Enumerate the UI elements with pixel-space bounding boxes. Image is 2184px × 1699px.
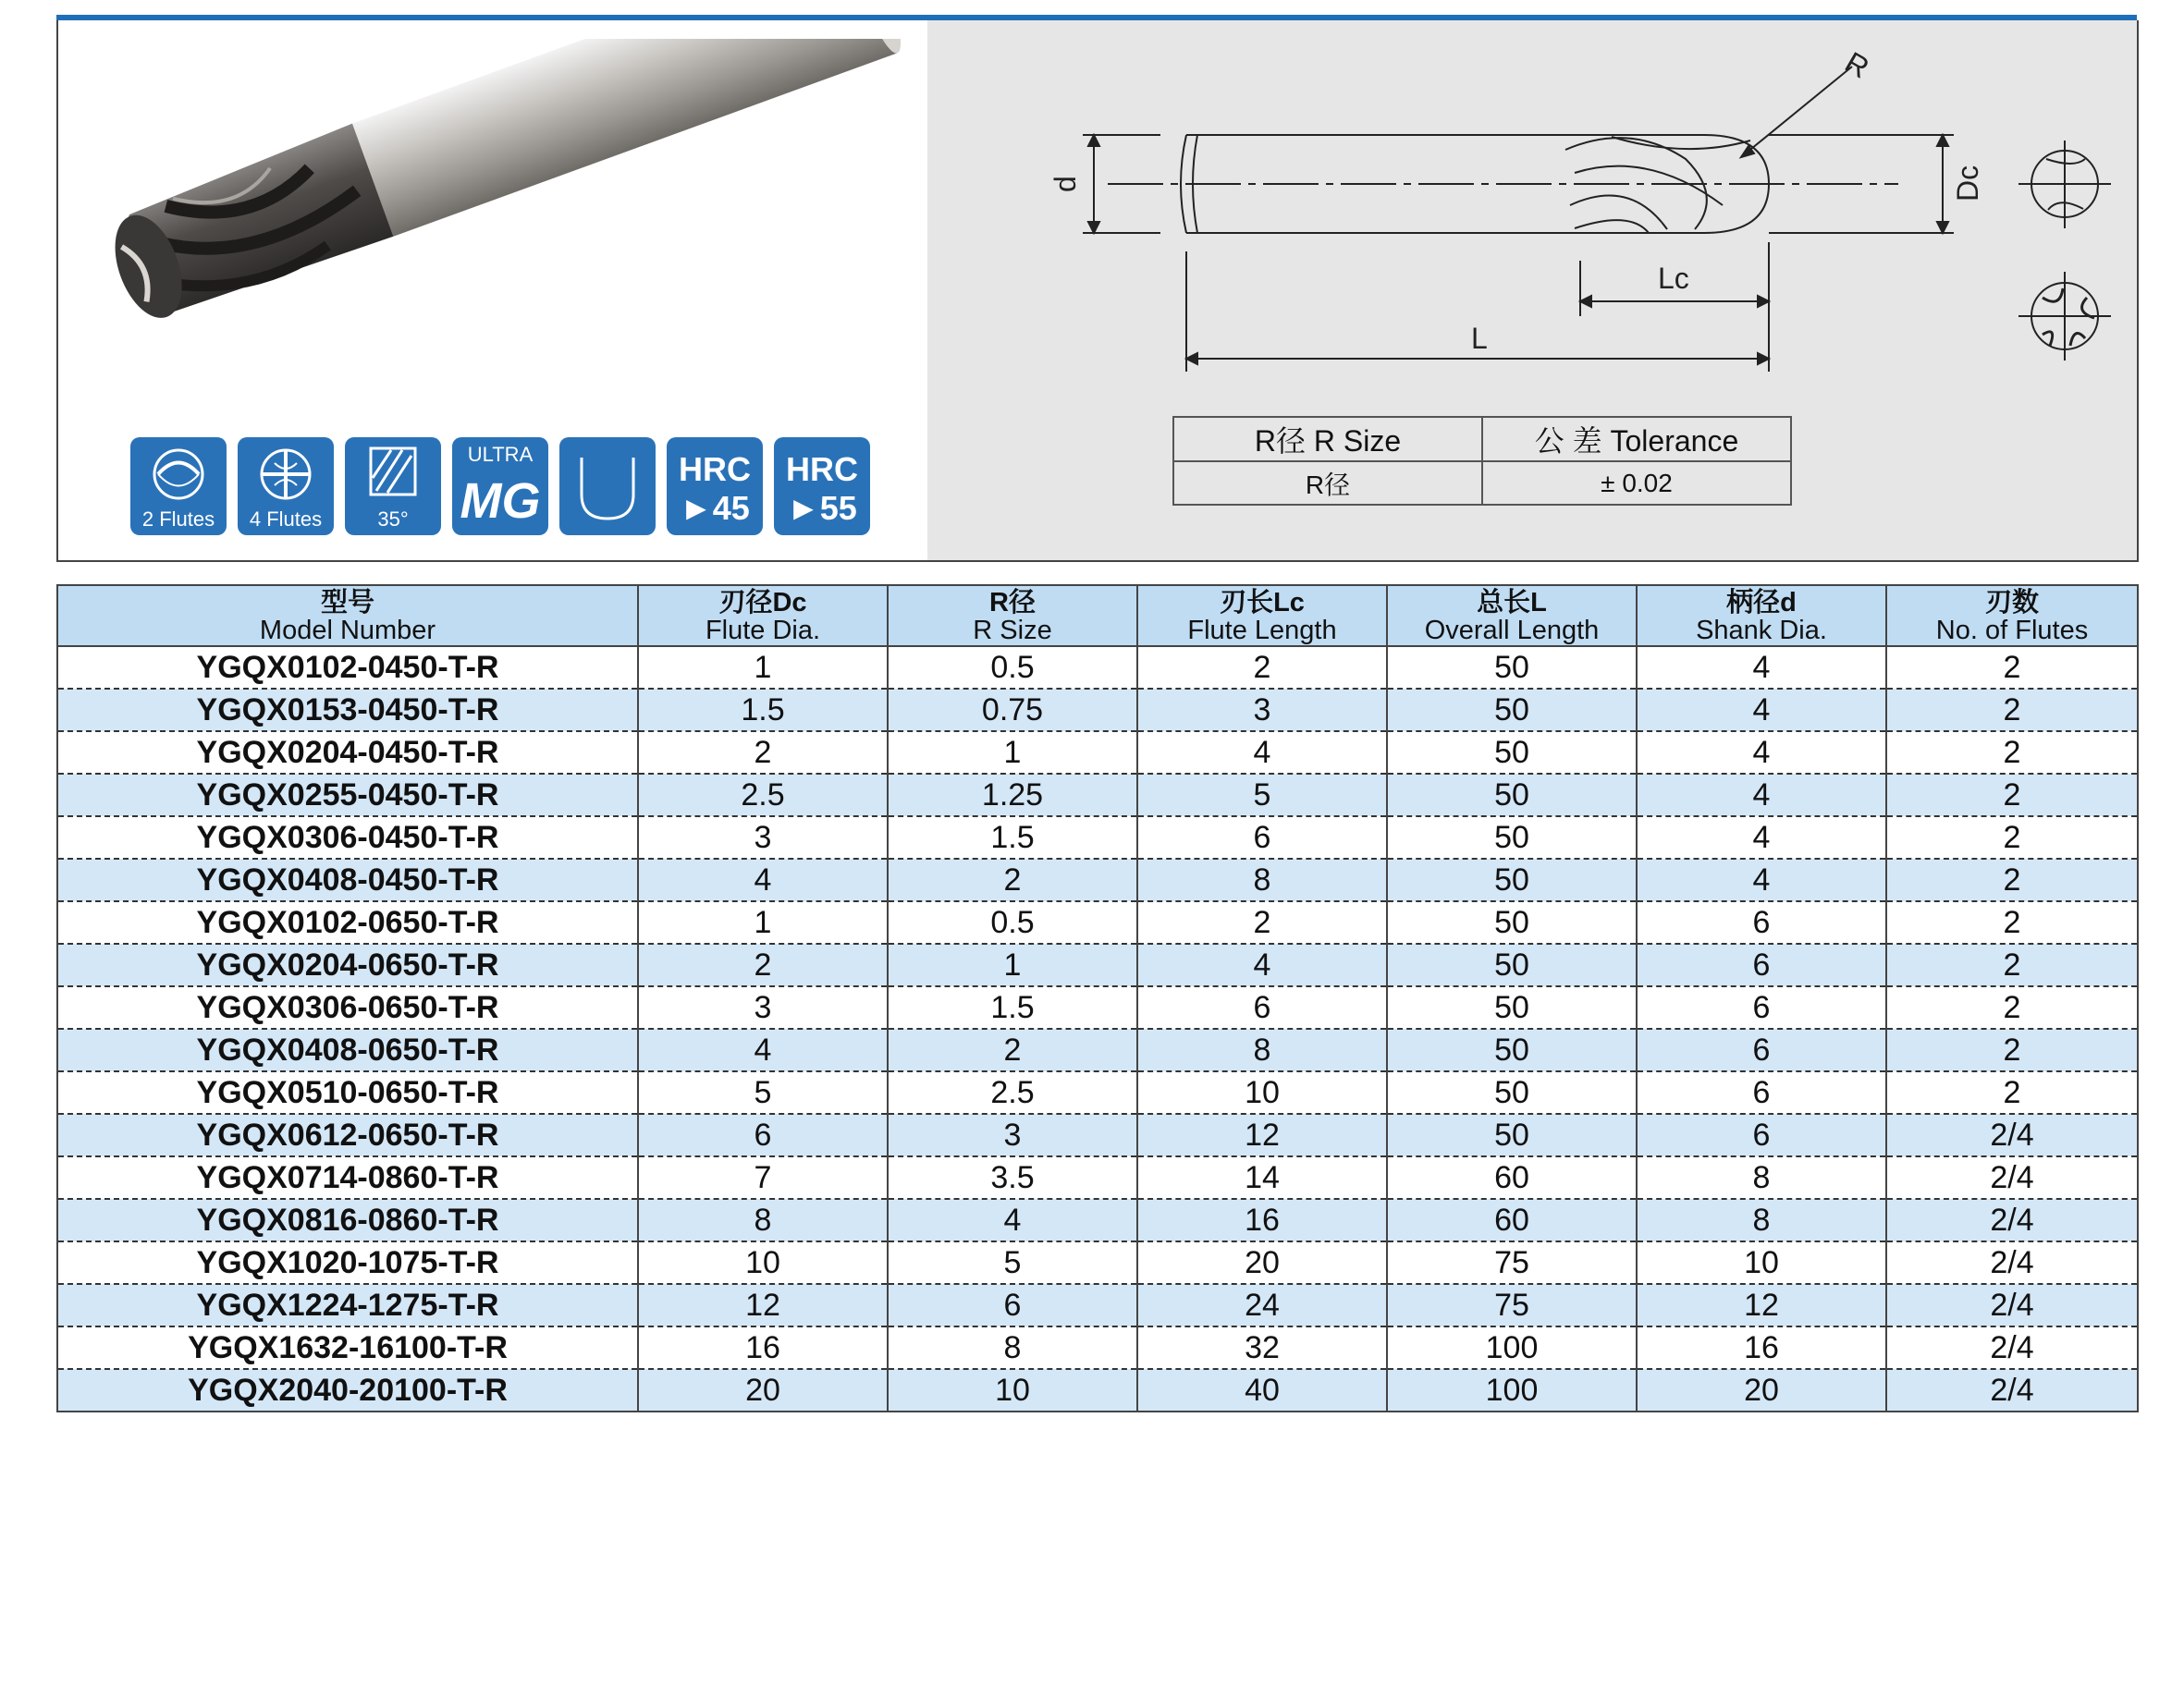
ultra-mg-icon [452, 437, 548, 535]
table-row [57, 1071, 2138, 1114]
flute-dia-cell: 20 [638, 1369, 888, 1412]
flute-dia-cell: 7 [638, 1156, 888, 1199]
r-size-cell: 0.75 [888, 689, 1137, 731]
table-row [57, 901, 2138, 944]
flute-dia-cell: 2 [638, 731, 888, 774]
flute-length-cell: 12 [1137, 1114, 1387, 1156]
technical-drawing-area [927, 20, 2137, 560]
flute-length-cell: 6 [1137, 986, 1387, 1029]
shank-dia-cell: 4 [1637, 731, 1886, 774]
hrc-label: HRC [679, 450, 751, 488]
flute-dia-cell: 3 [638, 816, 888, 859]
flute-length-cell: 5 [1137, 774, 1387, 816]
table-row [57, 816, 2138, 859]
header-flute-length: 刃长Lc Flute Length [1137, 585, 1387, 646]
hrc-label: HRC [786, 450, 858, 488]
flutes-cell: 2 [1886, 646, 2138, 689]
overall-length-cell: 75 [1387, 1284, 1637, 1326]
flute-dia-cell: 12 [638, 1284, 888, 1326]
flute-dia-cell: 3 [638, 986, 888, 1029]
table-row [57, 689, 2138, 731]
flute-length-cell: 6 [1137, 816, 1387, 859]
flute-length-cell: 4 [1137, 944, 1387, 986]
flute-length-cell: 40 [1137, 1369, 1387, 1412]
table-row [57, 944, 2138, 986]
specification-table [56, 584, 2139, 1412]
4-flutes-icon [238, 437, 334, 535]
shank-dia-cell: 4 [1637, 774, 1886, 816]
flute-dia-cell: 10 [638, 1241, 888, 1284]
dc-label: Dc [1951, 165, 1984, 202]
overall-length-cell: 50 [1387, 646, 1637, 689]
table-row [57, 1199, 2138, 1241]
flute-dia-cell: 1 [638, 646, 888, 689]
flute-dia-cell: 1 [638, 901, 888, 944]
overall-length-cell: 75 [1387, 1241, 1637, 1284]
flutes-cell: 2 [1886, 774, 2138, 816]
shank-dia-cell: 6 [1637, 986, 1886, 1029]
flutes-cell: 2 [1886, 731, 2138, 774]
table-row [57, 859, 2138, 901]
tolerance-cell-tol: ± 0.02 [1482, 461, 1791, 505]
table-row [57, 1284, 2138, 1326]
model-number-cell: YGQX0153-0450-T-R [57, 689, 638, 731]
overall-length-cell: 50 [1387, 774, 1637, 816]
shank-dia-cell: 10 [1637, 1241, 1886, 1284]
r-size-cell: 6 [888, 1284, 1137, 1326]
ball-nose-icon [559, 437, 656, 535]
tolerance-table [1172, 416, 1792, 506]
shank-dia-cell: 8 [1637, 1156, 1886, 1199]
flutes-cell: 2/4 [1886, 1369, 2138, 1412]
flute-dia-cell: 2 [638, 944, 888, 986]
table-row [57, 1156, 2138, 1199]
r-size-cell: 3 [888, 1114, 1137, 1156]
flute-length-cell: 10 [1137, 1071, 1387, 1114]
r-label: R [1839, 44, 1875, 85]
flute-length-cell: 20 [1137, 1241, 1387, 1284]
shank-dia-cell: 4 [1637, 646, 1886, 689]
ultra-label: ULTRA [467, 443, 534, 466]
table-row [57, 1326, 2138, 1369]
flute-dia-cell: 1.5 [638, 689, 888, 731]
r-size-cell: 3.5 [888, 1156, 1137, 1199]
shank-dia-cell: 6 [1637, 1114, 1886, 1156]
flutes-cell: 2 [1886, 859, 2138, 901]
overall-length-cell: 50 [1387, 901, 1637, 944]
product-panel [56, 20, 2139, 562]
model-number-cell: YGQX0255-0450-T-R [57, 774, 638, 816]
flutes-cell: 2 [1886, 901, 2138, 944]
flute-dia-cell: 6 [638, 1114, 888, 1156]
overall-length-cell: 60 [1387, 1199, 1637, 1241]
overall-length-cell: 60 [1387, 1156, 1637, 1199]
flute-length-cell: 14 [1137, 1156, 1387, 1199]
model-number-cell: YGQX0714-0860-T-R [57, 1156, 638, 1199]
model-number-cell: YGQX2040-20100-T-R [57, 1369, 638, 1412]
end-mill-photo [77, 39, 927, 390]
model-number-cell: YGQX0306-0450-T-R [57, 816, 638, 859]
r-size-cell: 2.5 [888, 1071, 1137, 1114]
shank-dia-cell: 6 [1637, 1029, 1886, 1071]
overall-length-cell: 50 [1387, 859, 1637, 901]
flute-dia-cell: 16 [638, 1326, 888, 1369]
model-number-cell: YGQX1224-1275-T-R [57, 1284, 638, 1326]
header-flute-dia: 刃径Dc Flute Dia. [638, 585, 888, 646]
flute-length-cell: 8 [1137, 859, 1387, 901]
header-overall-length: 总长L Overall Length [1387, 585, 1637, 646]
r-size-cell: 1 [888, 731, 1137, 774]
overall-length-cell: 100 [1387, 1369, 1637, 1412]
flute-dia-cell: 4 [638, 1029, 888, 1071]
mg-label: MG [460, 473, 541, 529]
hrc-45-icon [667, 437, 763, 535]
table-row [57, 774, 2138, 816]
overall-length-cell: 100 [1387, 1326, 1637, 1369]
overall-length-cell: 50 [1387, 1114, 1637, 1156]
tolerance-header-r: R径 R Size [1173, 417, 1482, 461]
flutes-cell: 2/4 [1886, 1199, 2138, 1241]
r-size-cell: 2 [888, 859, 1137, 901]
flutes-cell: 2 [1886, 986, 2138, 1029]
l-label: L [1471, 322, 1488, 355]
model-number-cell: YGQX0612-0650-T-R [57, 1114, 638, 1156]
flutes-cell: 2 [1886, 1071, 2138, 1114]
flute-length-cell: 24 [1137, 1284, 1387, 1326]
flutes-cell: 2 [1886, 689, 2138, 731]
flute-length-cell: 2 [1137, 901, 1387, 944]
model-number-cell: YGQX0102-0450-T-R [57, 646, 638, 689]
table-row [57, 731, 2138, 774]
flute-dia-cell: 2.5 [638, 774, 888, 816]
shank-dia-cell: 20 [1637, 1369, 1886, 1412]
table-row [57, 646, 2138, 689]
header-r-size: R径 R Size [888, 585, 1137, 646]
r-size-cell: 1 [888, 944, 1137, 986]
flute-dia-cell: 4 [638, 859, 888, 901]
table-row [57, 1241, 2138, 1284]
model-number-cell: YGQX0102-0650-T-R [57, 901, 638, 944]
flutes-cell: 2/4 [1886, 1326, 2138, 1369]
icon-caption: 35° [377, 507, 409, 531]
model-number-cell: YGQX1632-16100-T-R [57, 1326, 638, 1369]
shank-dia-cell: 8 [1637, 1199, 1886, 1241]
technical-drawing [927, 20, 2137, 418]
overall-length-cell: 50 [1387, 689, 1637, 731]
icon-caption: 2 Flutes [141, 507, 215, 531]
overall-length-cell: 50 [1387, 816, 1637, 859]
flutes-cell: 2 [1886, 1029, 2138, 1071]
model-number-cell: YGQX1020-1075-T-R [57, 1241, 638, 1284]
shank-dia-cell: 4 [1637, 689, 1886, 731]
shank-dia-cell: 4 [1637, 816, 1886, 859]
hrc-55-icon [774, 437, 870, 535]
shank-dia-cell: 16 [1637, 1326, 1886, 1369]
table-row [57, 1369, 2138, 1412]
model-number-cell: YGQX0510-0650-T-R [57, 1071, 638, 1114]
model-number-cell: YGQX0204-0450-T-R [57, 731, 638, 774]
r-size-cell: 1.25 [888, 774, 1137, 816]
model-number-cell: YGQX0204-0650-T-R [57, 944, 638, 986]
d-label: d [1049, 176, 1082, 192]
shank-dia-cell: 6 [1637, 944, 1886, 986]
overall-length-cell: 50 [1387, 1029, 1637, 1071]
header-no-of-flutes: 刃数 No. of Flutes [1886, 585, 2138, 646]
flute-length-cell: 32 [1137, 1326, 1387, 1369]
table-row [57, 986, 2138, 1029]
flute-dia-cell: 8 [638, 1199, 888, 1241]
table-row [57, 1114, 2138, 1156]
flutes-cell: 2/4 [1886, 1156, 2138, 1199]
flute-length-cell: 8 [1137, 1029, 1387, 1071]
overall-length-cell: 50 [1387, 986, 1637, 1029]
r-size-cell: 5 [888, 1241, 1137, 1284]
table-header-row [57, 585, 2138, 646]
flute-length-cell: 16 [1137, 1199, 1387, 1241]
flute-length-cell: 4 [1137, 731, 1387, 774]
shank-dia-cell: 12 [1637, 1284, 1886, 1326]
overall-length-cell: 50 [1387, 1071, 1637, 1114]
2-flutes-icon [130, 437, 227, 535]
overall-length-cell: 50 [1387, 731, 1637, 774]
product-photo-area [58, 20, 926, 560]
shank-dia-cell: 6 [1637, 901, 1886, 944]
flutes-cell: 2 [1886, 944, 2138, 986]
helix-35-icon [345, 437, 441, 535]
r-size-cell: 10 [888, 1369, 1137, 1412]
flutes-cell: 2/4 [1886, 1241, 2138, 1284]
overall-length-cell: 50 [1387, 944, 1637, 986]
header-model: 型号 Model Number [57, 585, 638, 646]
flutes-cell: 2/4 [1886, 1114, 2138, 1156]
flutes-cell: 2 [1886, 816, 2138, 859]
lc-label: Lc [1658, 262, 1689, 295]
hrc-value: ►45 [680, 489, 750, 527]
table-row [57, 1029, 2138, 1071]
hrc-value: ►55 [787, 489, 857, 527]
shank-dia-cell: 6 [1637, 1071, 1886, 1114]
r-size-cell: 1.5 [888, 986, 1137, 1029]
flute-dia-cell: 5 [638, 1071, 888, 1114]
icon-caption: 4 Flutes [249, 507, 323, 531]
model-number-cell: YGQX0408-0450-T-R [57, 859, 638, 901]
flute-length-cell: 2 [1137, 646, 1387, 689]
header-shank-dia: 柄径d Shank Dia. [1637, 585, 1886, 646]
flute-length-cell: 3 [1137, 689, 1387, 731]
model-number-cell: YGQX0816-0860-T-R [57, 1199, 638, 1241]
tolerance-header-tol: 公 差 Tolerance [1482, 417, 1791, 461]
tolerance-cell-r: R径 [1173, 461, 1482, 505]
r-size-cell: 0.5 [888, 901, 1137, 944]
r-size-cell: 4 [888, 1199, 1137, 1241]
flutes-cell: 2/4 [1886, 1284, 2138, 1326]
r-size-cell: 8 [888, 1326, 1137, 1369]
model-number-cell: YGQX0408-0650-T-R [57, 1029, 638, 1071]
r-size-cell: 0.5 [888, 646, 1137, 689]
r-size-cell: 1.5 [888, 816, 1137, 859]
r-size-cell: 2 [888, 1029, 1137, 1071]
shank-dia-cell: 4 [1637, 859, 1886, 901]
model-number-cell: YGQX0306-0650-T-R [57, 986, 638, 1029]
